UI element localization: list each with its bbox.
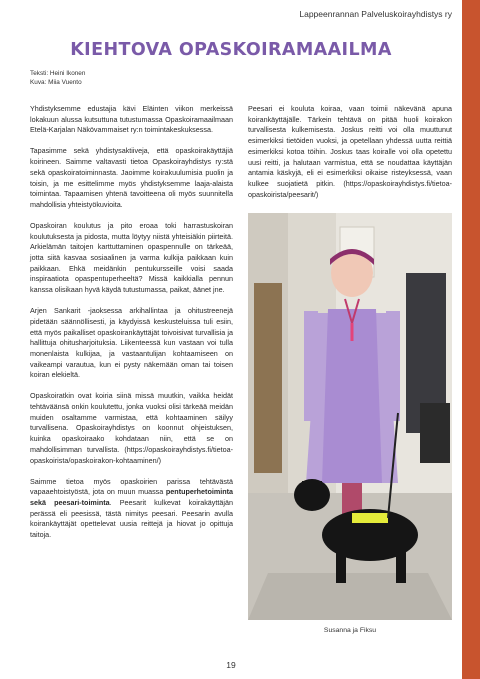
paragraph-6-end: . Peesarit kulkevat koirakäyttäjän perässä eli peesissä, tästä nimitys peesari. Peesarin avulla koirankäyttäjät opettelevat uusia reittejä ja hiovat jo opittuja taitoja. <box>30 497 233 540</box>
left-column <box>30 104 233 551</box>
right-paragraph: Peesari ei kouluta koiraa, vaan toimii näkevänä apuna koirankäyttäjälle. Tärkein tehtävä on pitää huoli koirakon turvallisesta kulkemisesta. Joskus reitti voi olla muuttunut esimerkiksi tietöiden vuoksi, ja opetellaan yhdessä uutta reittiä esimerkiksi kotoa töihin. Joskus taas koiralle voi olla opetettu uusi reitti, ja halutaan varmistua, että se noudattaa käyttäjän antamia käskyjä, eli ei esimerkiksi oikaise risteyksessä, vaan kulkee suojatietä pitkin. (https://opaskoirayhdistys.fi/tietoa-opaskoirista/peesarit/) <box>248 104 452 199</box>
paragraph-3: Opaskoiran koulutus ja pito eroaa toki harrastuskoiran koulutuksesta ja pidosta, mutta löytyy niistä yhteisiäkin piirteitä. Arkielämän taitojen karttuttaminen opaspennulle on tärkeää, jotta siitä kasvaa sosiaalinen ja varma kulkija paikkaan kuin paikkaan. Ehkä meidänkin pentukursseille voisi saada inspiraatiota opaspentuperheeltä? Missä kaikkialla pennun kanssa olisikaan hyvä käydä tutustumassa, paikat, äänet jne. <box>30 220 233 295</box>
paragraph-4: Arjen Sankarit -jaoksessa arkihallintaa ja ohitustreenejä pidetään säännöllisesti, ja käydyissä keskusteluissa tuli esiin, että myös paikalliset opaskoirankäyttäjät toivoisivat turvallisia ja hallittuja ohitusharjoituksia. Liikenteessä kun vastaan voi tulla monenlaista kulkijaa, ja vastaantulijan kohtaamiseen on vaikeampi varautua, kun ei pysty näkemään oman tai toisen koiran elekieltä. <box>30 306 233 380</box>
photo-credit: Kuva: Miia Vuento <box>30 79 82 86</box>
page-number: 19 <box>226 660 236 670</box>
paragraph-1: Yhdistyksemme edustajia kävi Eläinten viikon merkeissä lokakuun alussa kutsuttuna tutustumassa Opaskoiramaailmaan Etelä-Karjalan Näkövammaiset ry:n toimintakeskuksessa. <box>30 104 233 135</box>
paragraph-6 <box>30 477 233 541</box>
accent-side-bar <box>462 0 480 679</box>
article-title: KIEHTOVA OPASKOIRAMAAILMA <box>70 40 392 60</box>
bold-phrase: pentuperhetoiminta sekä peesari-toiminta <box>30 487 234 507</box>
paragraph-2: Tapasimme sekä yhdistysaktiiveja, että opaskoirakäyttäjiä koirineen. Saimme valtavasti tietoa Opaskoirayhdistys ry:stä sekä opaskoiratoiminnasta. Jaoimme koirakuulumisia puolin ja toisin, ja me esittelimme myös yhdistyksemme laaja-alaista toimintaa. Tapaamisen yhtenä tavoitteena oli myös suunnitella mahdollisia yhteistyökuvioita. <box>30 146 233 209</box>
photo-caption: Susanna ja Fiksu <box>323 627 377 634</box>
paragraph-5: Opaskoiratkin ovat koiria siinä missä muutkin, vaikka heidät tehtäväänsä onkin koulutettu, jonka vuoksi olisi tärkeää meidän muiden osaltamme varmistaa, että kohtaaminen säilyy turvallisena. Opaskoirayhdistys on koonnut ohjeistuksen, kuinka opaskoiraako kohdataan niin, että se on mahdollisimman turvallista. (https://opaskoirayhdistys.fi/tietoa-opaskoirista/opaskoirakon-kohtaaminen/) <box>30 391 233 465</box>
right-column <box>248 104 452 211</box>
organization-header: Lappeenrannan Palveluskoirayhdistys ry <box>299 9 452 19</box>
paragraph-6-start: Saimme tietoa myös opaskoirien parissa tehtävästä vapaaehtoistyöstä, jota on muun muassa <box>30 476 233 497</box>
author-credit: Teksti: Heini Ikonen <box>30 70 86 77</box>
article-photo <box>248 213 452 620</box>
article-credits <box>30 69 85 87</box>
